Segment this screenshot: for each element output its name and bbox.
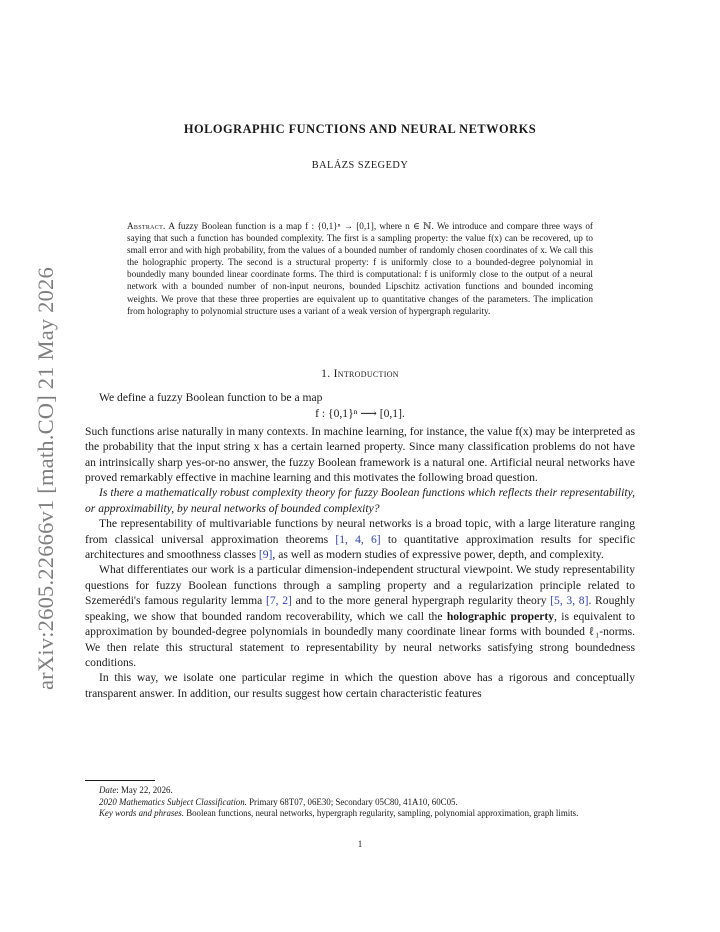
date-value: : May 22, 2026. xyxy=(116,785,173,795)
broad-question: Is there a mathematically robust complexity theory for fuzzy Boolean functions which reflects their representability, or approximability, by neural networks of bounded complexity? xyxy=(85,486,635,515)
p4-text-a: What differentiates our work is a particular dimension-independent structural viewpoint. We study representability questions for fuzzy Boolean functions through a sampling property and a regularization principle related to Szemerédi's famous regularity lemma xyxy=(85,563,635,608)
abstract-label: Abstract. xyxy=(127,221,166,231)
intro-paragraph-4 xyxy=(85,562,635,670)
p4-text-b: and to the more general hypergraph regularity theory xyxy=(291,594,551,608)
footnote-rule xyxy=(85,780,155,781)
footnote-date xyxy=(85,785,635,797)
p3-text-c: , as well as modern studies of expressive power, depth, and complexity. xyxy=(272,548,604,562)
keywords-value: Boolean functions, neural networks, hypergraph regularity, sampling, polynomial approximation, graph limits. xyxy=(183,808,579,819)
citation-link[interactable]: [5, 3, 8] xyxy=(550,594,589,608)
author-name: BALÁZS SZEGEDY xyxy=(311,160,409,171)
msc-label: 2020 Mathematics Subject Classification. xyxy=(99,796,247,807)
keywords-label: Key words and phrases. xyxy=(99,808,184,819)
main-body xyxy=(85,390,635,701)
arxiv-identifier: arXiv:2605.22666v1 [math.CO] 21 May 2026 xyxy=(33,267,58,690)
p3-text-b: to quantitative approximation results for specific architectures and smoothness classes xyxy=(85,532,635,562)
date-label: Date xyxy=(99,785,117,795)
intro-paragraph-5: In this way, we isolate one particular regime in which the question above has a rigorous and conceptually transparent answer. In addition, our results suggest how certain characteristic features xyxy=(85,671,635,700)
holographic-property-term: holographic property xyxy=(446,609,555,623)
p3-text-a: The representability of multivariable functions by neural networks is a broad topic, with a large literature ranging from classical universal approximation theorems xyxy=(85,517,635,546)
footnote-msc xyxy=(85,797,635,809)
abstract xyxy=(127,220,593,317)
paper-title: HOLOGRAPHIC FUNCTIONS AND NEURAL NETWORKS xyxy=(183,122,537,136)
page-number: 1 xyxy=(357,839,363,849)
intro-paragraph-1: We define a fuzzy Boolean function to be a map xyxy=(99,391,323,404)
citation-link[interactable]: [9] xyxy=(258,548,273,562)
section-heading: 1. Introduction xyxy=(321,367,399,380)
footnotes xyxy=(85,785,635,820)
citation-link[interactable]: [1, 4, 6] xyxy=(335,532,381,546)
msc-value: Primary 68T07, 06E30; Secondary 05C80, 41A10, 60C05. xyxy=(246,796,458,807)
p4-text-d: , is equivalent to approximation by bounded-degree polynomials in boundedly many coordinate linear forms with bounded ℓ₁-norms. We then relate this structural statement to representability by neural networks satisfying strong boundedness conditions. xyxy=(85,609,635,669)
intro-paragraph-3 xyxy=(85,516,635,562)
display-equation: f : {0,1}ⁿ ⟶ [0,1]. xyxy=(315,407,405,421)
abstract-text: A fuzzy Boolean function is a map f : {0,1}ⁿ → [0,1], where n ∈ ℕ. We introduce and compare three ways of saying that such a function has bounded complexity. The first is a sampling property: the value f(x) can be recovered, up to small error and with high probability, from the values of a bounded number of randomly chosen coordinates of x. We call this the holographic property. The second is a structural property: f is uniformly close to a bounded-degree polynomial in boundedly many bounded linear coordinate forms. The third is computational: f is uniformly close to the output of a neural network with a bounded number of non-input neurons, bounded Lipschitz activation functions and bounded incoming weights. We prove that these three properties are equivalent up to quantitative changes of the parameters. The implication from holography to polynomial structure uses a variant of a weak version of hypergraph regularity. xyxy=(127,221,593,316)
intro-paragraph-2: Such functions arise naturally in many contexts. In machine learning, for instance, the value f(x) may be interpreted as the probability that the input string x has a certain learned property. Since many classification problems do not have an intrinsically sharp yes-or-no answer, the fuzzy Boolean framework is a natural one. Artificial neural networks have proved remarkably effective in machine learning and this motivates the following broad question. xyxy=(85,424,635,485)
citation-link[interactable]: [7, 2] xyxy=(266,594,292,608)
footnote-keywords xyxy=(85,808,635,820)
p4-text-c: . Roughly speaking, we show that bounded random recoverability, which we call the xyxy=(85,594,635,623)
